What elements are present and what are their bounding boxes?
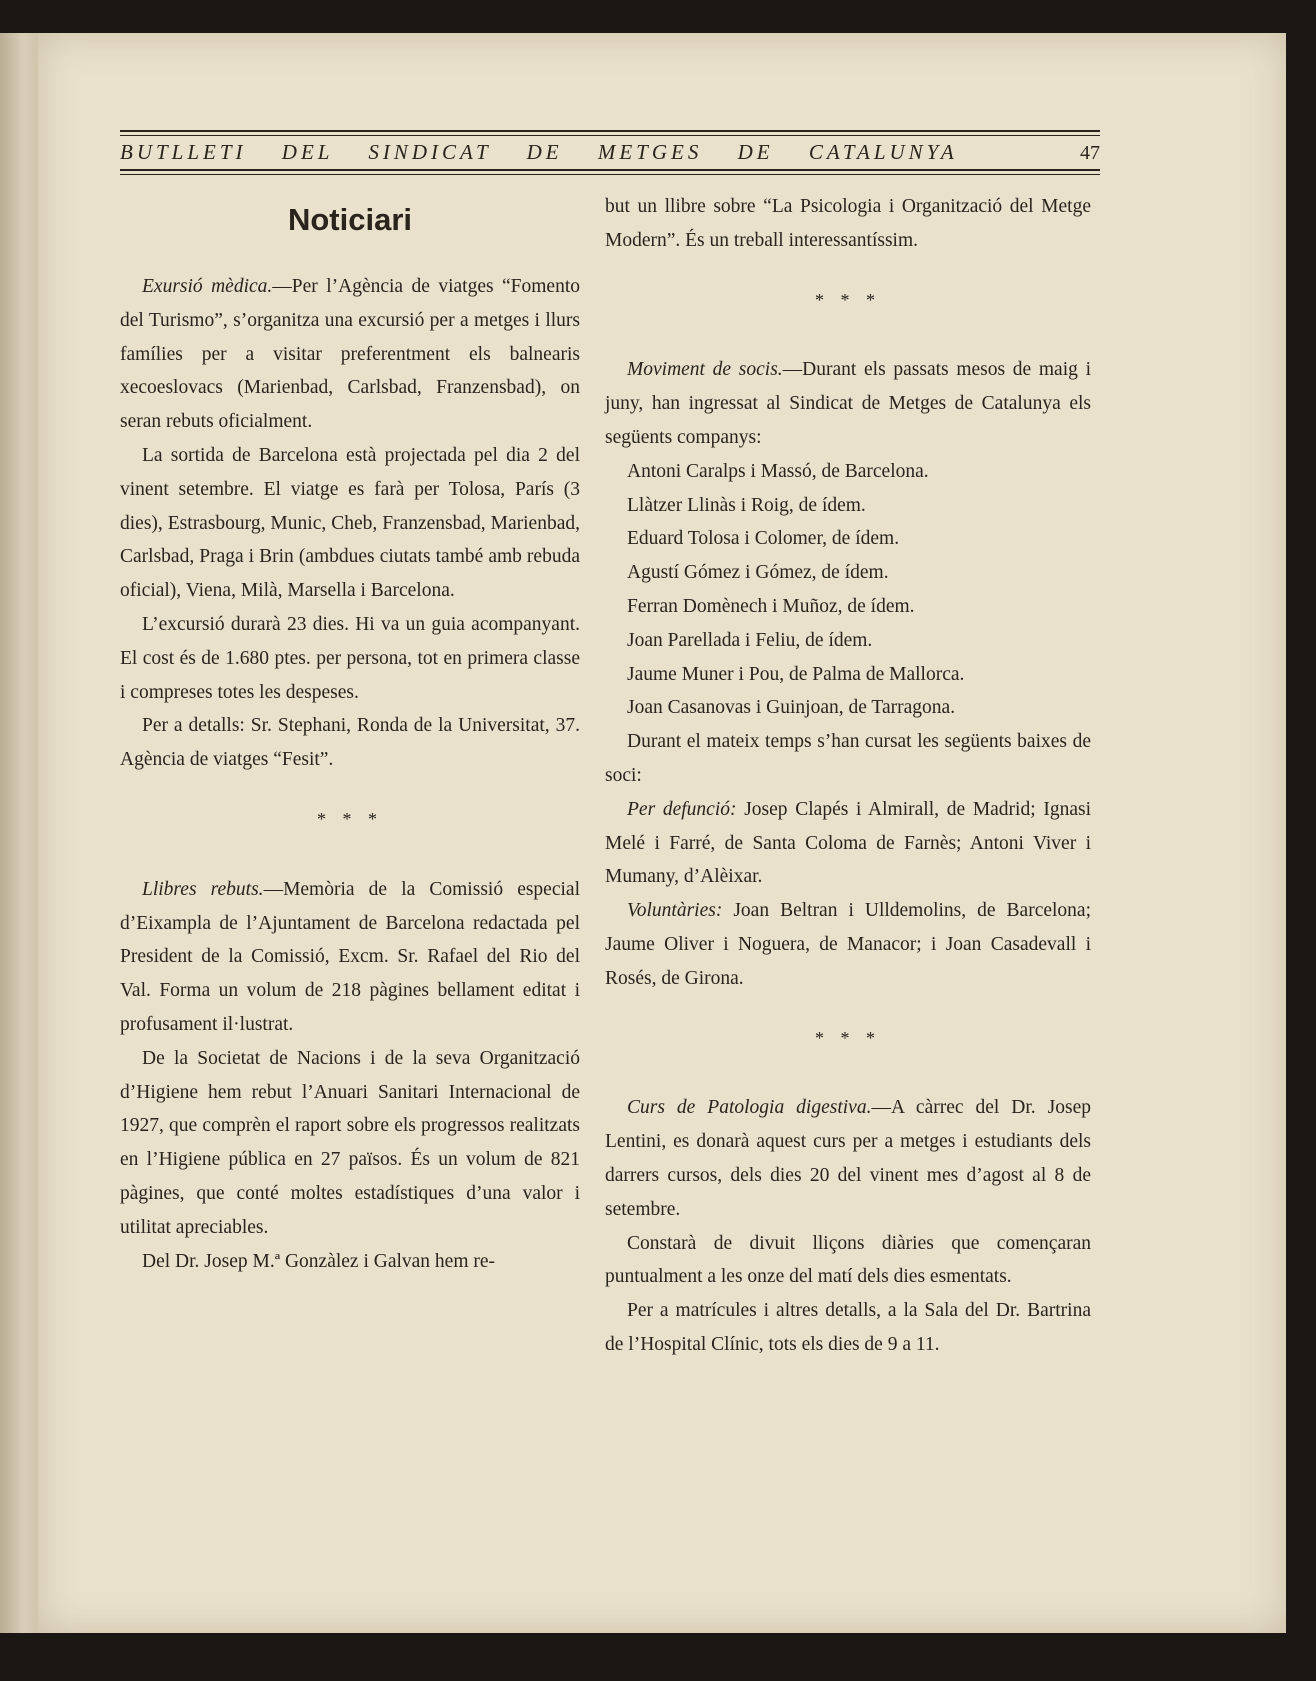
paragraph-course — [605, 1091, 1091, 1226]
separator-stars: * * * — [815, 289, 881, 310]
paragraph-excursion — [120, 270, 580, 439]
paragraph-book-continued: but un llibre sobre “La Psicologia i Organització del Metge Modern”. És un treball interessantíssim. — [605, 196, 1091, 251]
left-column — [120, 190, 580, 1278]
text-books: —Memòria de la Comissió especial d’Eixampla de l’Ajuntament de Barcelona redactada pel President de la Comissió, Excm. Sr. Rafael del Rio del Val. Forma un volum de 218 pàgines bellament editat i profusament il·lustrat. — [120, 878, 580, 1035]
lead-members: Moviment de socis. — [627, 359, 783, 381]
paragraph-lessons: Constarà de divuit lliçons diàries que començaran puntualment a les onze del matí dels dies esmentats. — [605, 1232, 1091, 1288]
list-item: Joan Parellada i Feliu, de ídem. — [627, 629, 873, 651]
lead-voluntary: Voluntàries: — [627, 900, 723, 922]
section-title: Noticiari — [287, 202, 413, 237]
header-rule-top — [120, 130, 1100, 132]
paragraph-deceased — [605, 793, 1091, 894]
running-header — [120, 130, 1100, 175]
list-item: Agustí Gómez i Gómez, de ídem. — [627, 562, 889, 584]
member-list — [605, 455, 1091, 725]
paragraph-voluntary — [605, 894, 1091, 995]
right-column — [605, 190, 1091, 1362]
separator-stars: * * * — [815, 1027, 881, 1048]
lead-excursion: Exursió mèdica. — [142, 276, 273, 297]
paragraph-books — [120, 873, 580, 1042]
text-members: —Durant els passats mesos de maig i juny, han ingressat al Sindicat de Metges de Catalunya els següents companys: — [605, 359, 1091, 448]
list-item: Jaume Muner i Pou, de Palma de Mallorca. — [627, 663, 965, 685]
paragraph-departure: La sortida de Barcelona està projectada pel dia 2 del vinent setembre. El viatge es farà per Tolosa, París (3 dies), Estrasbourg, Munic, Cheb, Franzensbad, Marienbad, Carlsbad, Praga i Brin (ambdues ciutats també amb rebuda oficial), Viena, Milà, Marsella i Barcelona. — [120, 444, 580, 602]
lead-deceased: Per defunció: — [627, 798, 737, 820]
separator-stars: * * * — [317, 808, 383, 829]
paragraph-nations: De la Societat de Nacions i de la seva Organització d’Higiene hem rebut l’Anuari Sanitari Internacional de 1927, que comprèn el raport sobre els progressos realitzats en l’Higiene pública en 27 països. És un volum de 821 pàgines, que conté moltes estadístiques d’una valor i utilitat apreciables. — [120, 1047, 580, 1238]
list-item: Joan Casanovas i Guinjoan, de Tarragona. — [627, 697, 956, 719]
text-deceased: Josep Clapés i Almirall, de Madrid; Ignasi Melé i Farré, de Santa Coloma de Farnès; Antoni Viver i Mumany, d’Alèixar. — [605, 798, 1091, 888]
paragraph-gonzalez: Del Dr. Josep M.ª Gonzàlez i Galvan hem re- — [142, 1250, 496, 1272]
text-voluntary: Joan Beltran i Ulldemolins, de Barcelona; Jaume Oliver i Noguera, de Manacor; i Joan Casadevall i Rosés, de Girona. — [605, 900, 1091, 989]
list-item: Llàtzer Llinàs i Roig, de ídem. — [627, 494, 866, 516]
text-course: —A càrrec del Dr. Josep Lentini, es donarà aquest curs per a metges i estudiants dels darrers cursos, dels dies 20 del vinent mes d’agost al 8 de setembre. — [605, 1097, 1091, 1220]
paragraph-removals: Durant el mateix temps s’han cursat les següents baixes de soci: — [605, 731, 1091, 786]
list-item: Ferran Domènech i Muñoz, de ídem. — [627, 595, 915, 617]
page-number: 47 — [1080, 142, 1100, 164]
paragraph-members — [605, 353, 1091, 454]
header-rule-bottom-thin — [120, 174, 1100, 175]
lead-books: Llibres rebuts. — [142, 878, 264, 900]
book-spine — [0, 33, 38, 1633]
list-item: Eduard Tolosa i Colomer, de ídem. — [627, 528, 900, 550]
lead-course: Curs de Patologia digestiva. — [627, 1097, 872, 1119]
paragraph-enrollment: Per a matrícules i altres detalls, a la Sala del Dr. Bartrina de l’Hospital Clínic, tots els dies de 9 a 11. — [605, 1300, 1091, 1355]
paragraph-duration: L’excursió durarà 23 dies. Hi va un guia acompanyant. El cost és de 1.680 ptes. per persona, tot en primera classe i compreses totes les despeses. — [120, 613, 580, 703]
text-excursion: —Per l’Agència de viatges “Fomento del Turismo”, s’organitza una excursió per a metges i llurs famílies per a visitar preferentment els balnearis xecoeslovacs (Marienbad, Carlsbad, Franzensbad), on seran rebuts oficialment. — [120, 276, 580, 433]
list-item: Antoni Caralps i Massó, de Barcelona. — [627, 460, 929, 482]
header-rule-top-thin — [120, 135, 1100, 136]
header-rule-bottom — [120, 169, 1100, 171]
journal-title: BUTLLETI DEL SINDICAT DE METGES DE CATALUNYA — [120, 140, 958, 164]
paragraph-details: Per a detalls: Sr. Stephani, Ronda de la Universitat, 37. Agència de viatges “Fesit”. — [120, 715, 580, 771]
